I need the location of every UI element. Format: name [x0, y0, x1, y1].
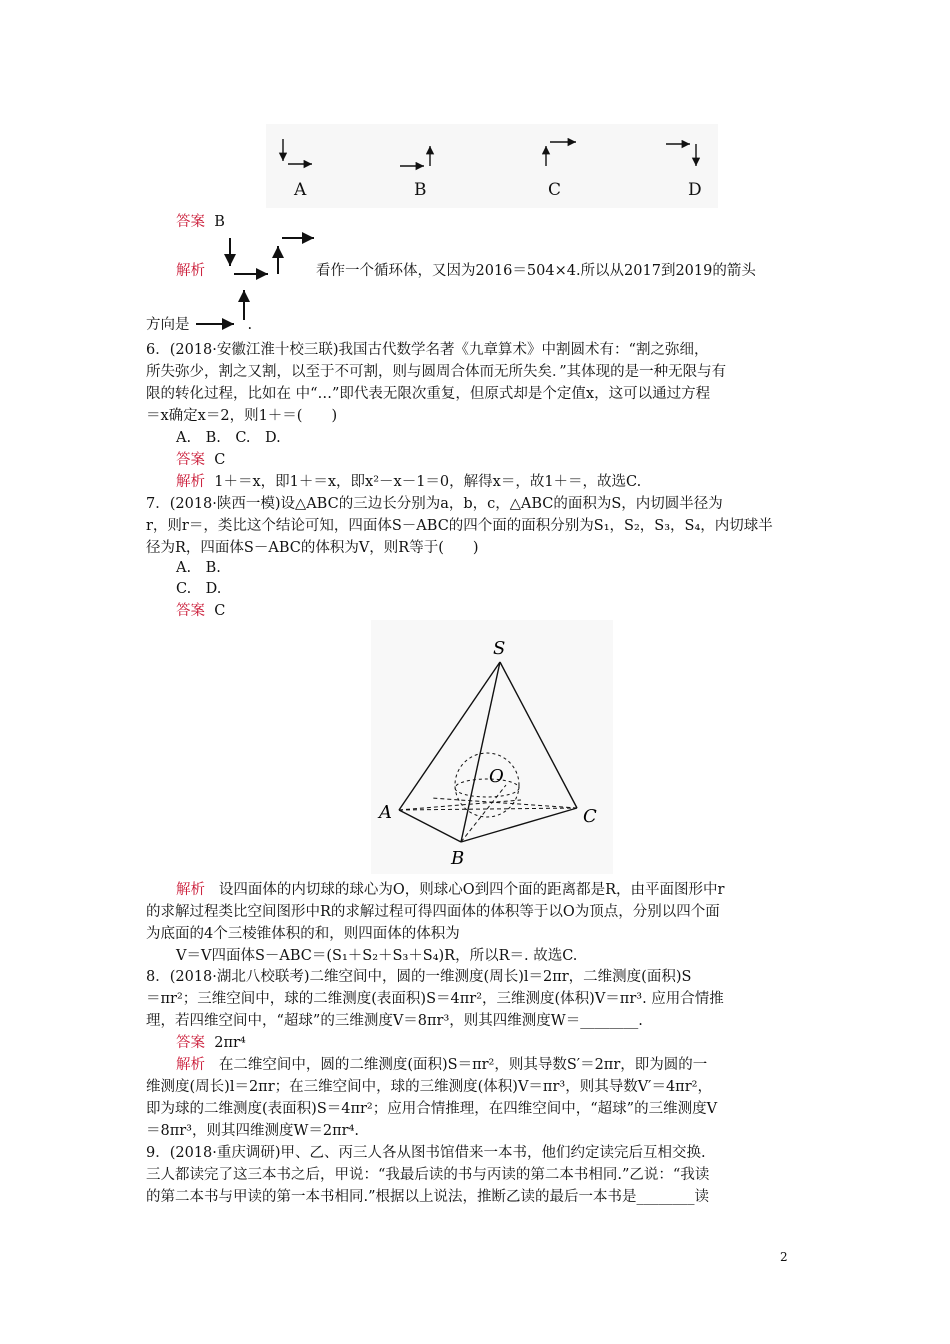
answer-value: C	[214, 603, 226, 619]
answer-label: 答案	[176, 1035, 205, 1051]
q8-analysis-line-3: 即为球的二维测度(表面积)S＝4πr²；应用合情推理，在四维空间中，“超球”的三维测度V	[146, 1101, 718, 1117]
q6-line-2: 所失弥少，割之又割，以至于不可割，则与圆周合体而无所失矣．”其体现的是一种无限与有	[146, 364, 727, 380]
vertex-a-label: A	[379, 802, 392, 823]
analysis-label: 解析	[176, 263, 205, 279]
q7-answer	[176, 600, 840, 622]
q5-direction	[146, 314, 810, 336]
q6-line-4: ＝x确定x＝2，则1＋＝( )	[146, 408, 338, 424]
q7-options-2: C. D.	[176, 581, 222, 597]
q8-analysis-line-2: 维测度(周长)l＝2πr；在三维空间中，球的三维测度(体积)V＝πr³，则其导数V′＝4πr²，	[146, 1079, 712, 1095]
arrow-option-b-label: B	[414, 180, 427, 200]
q7-analysis-line-3: 为底面的4个三棱锥体积的和，则四面体的体积为	[146, 926, 460, 942]
answer-label: 答案	[176, 603, 205, 619]
arrow-option-c-label: C	[548, 180, 562, 200]
analysis-line-1: 设四面体的内切球的球心为O，则球心O到四个面的距离都是R，由平面图形中r	[218, 882, 725, 898]
analysis-text: 1＋＝x，即1＋＝x，即x²－x－1＝0，解得x＝，故1＋＝，故选C.	[214, 474, 642, 490]
q7-line-3: 径为R，四面体S－ABC的体积为V，则R等于( )	[146, 540, 479, 556]
vertex-b-label: B	[451, 848, 465, 869]
answer-label: 答案	[176, 214, 205, 230]
vertex-c-label: C	[583, 806, 597, 827]
q7-analysis-line-2: 的求解过程类比空间图形中R的求解过程可得四面体的体积等于以O为顶点，分别以四个面	[146, 904, 720, 920]
answer-value: 2πr⁴	[214, 1035, 246, 1051]
vertex-s-label: S	[493, 638, 506, 659]
answer-value: C	[214, 452, 226, 468]
q6-answer	[176, 449, 840, 471]
q7-line-1: 7．(2018·陕西一模)设△ABC的三边长分别为a，b，c，△ABC的面积为S，内切圆半径为	[146, 496, 723, 512]
direction-prefix: 方向是	[146, 317, 190, 333]
q9-line-2: 三人都读完了这三本书之后，甲说：“我最后读的书与丙读的第二本书相同.”乙说：“我读	[146, 1167, 710, 1183]
q8-line-2: ＝πr²；三维空间中，球的二维测度(表面积)S＝4πr²，三维测度(体积)V＝πr³. 应用合情推	[146, 991, 724, 1007]
tetrahedron-figure	[371, 620, 613, 874]
q7-options-1: A. B.	[176, 560, 221, 576]
q8-answer	[176, 1032, 840, 1054]
q7-analysis	[176, 879, 840, 901]
analysis-label: 解析	[176, 474, 205, 490]
arrow-options-figure	[266, 124, 718, 208]
analysis-label: 解析	[176, 882, 205, 898]
direction-suffix: .	[247, 317, 253, 333]
page-number: 2	[780, 1250, 788, 1264]
q6-line-1: 6．(2018·安徽江淮十校三联)我国古代数学名著《九章算术》中割圆术有：“割之弥细，	[146, 342, 709, 358]
answer-value: B	[214, 214, 225, 230]
q6-line-3: 限的转化过程，比如在 中“…”即代表无限次重复，但原式却是个定值x，这可以通过方程	[146, 386, 711, 402]
q8-analysis-line-4: ＝8πr³，则其四维测度W＝2πr⁴.	[146, 1123, 360, 1139]
q6-analysis	[176, 471, 840, 493]
analysis-text: 看作一个循环体，又因为2016＝504×4.所以从2017到2019的箭头	[316, 263, 756, 279]
arrow-option-d-label: D	[688, 180, 702, 200]
arrow-option-a-label: A	[294, 180, 307, 200]
q8-line-3: 理，若四维空间中，“超球”的三维测度V＝8πr³，则其四维测度W＝________.	[146, 1013, 643, 1029]
analysis-line-1: 在二维空间中，圆的二维测度(面积)S＝πr²，则其导数S′＝2πr，即为圆的一	[218, 1057, 708, 1073]
center-o-label: O	[489, 766, 504, 787]
q9-line-3: 的第二本书与甲读的第一本书相同.”根据以上说法，推断乙读的最后一本书是________读	[146, 1189, 710, 1205]
q8-analysis	[176, 1054, 840, 1076]
q7-analysis-line-4: V＝V四面体S－ABC＝(S₁＋S₂＋S₃＋S₄)R，所以R＝. 故选C.	[176, 948, 578, 964]
q8-line-1: 8．(2018·湖北八校联考)二维空间中，圆的一维测度(周长)l＝2πr，二维测度(面积)S	[146, 969, 692, 985]
q7-line-2: r，则r＝，类比这个结论可知，四面体S－ABC的四个面的面积分别为S₁，S₂，S₃，S₄，内切球半	[146, 518, 773, 534]
q6-options: A. B. C. D.	[176, 430, 281, 446]
q9-line-1: 9．(2018·重庆调研)甲、乙、丙三人各从图书馆借来一本书，他们约定读完后互相交换.	[146, 1145, 706, 1161]
answer-label: 答案	[176, 452, 205, 468]
analysis-label: 解析	[176, 1057, 205, 1073]
q5-analysis	[176, 260, 840, 282]
